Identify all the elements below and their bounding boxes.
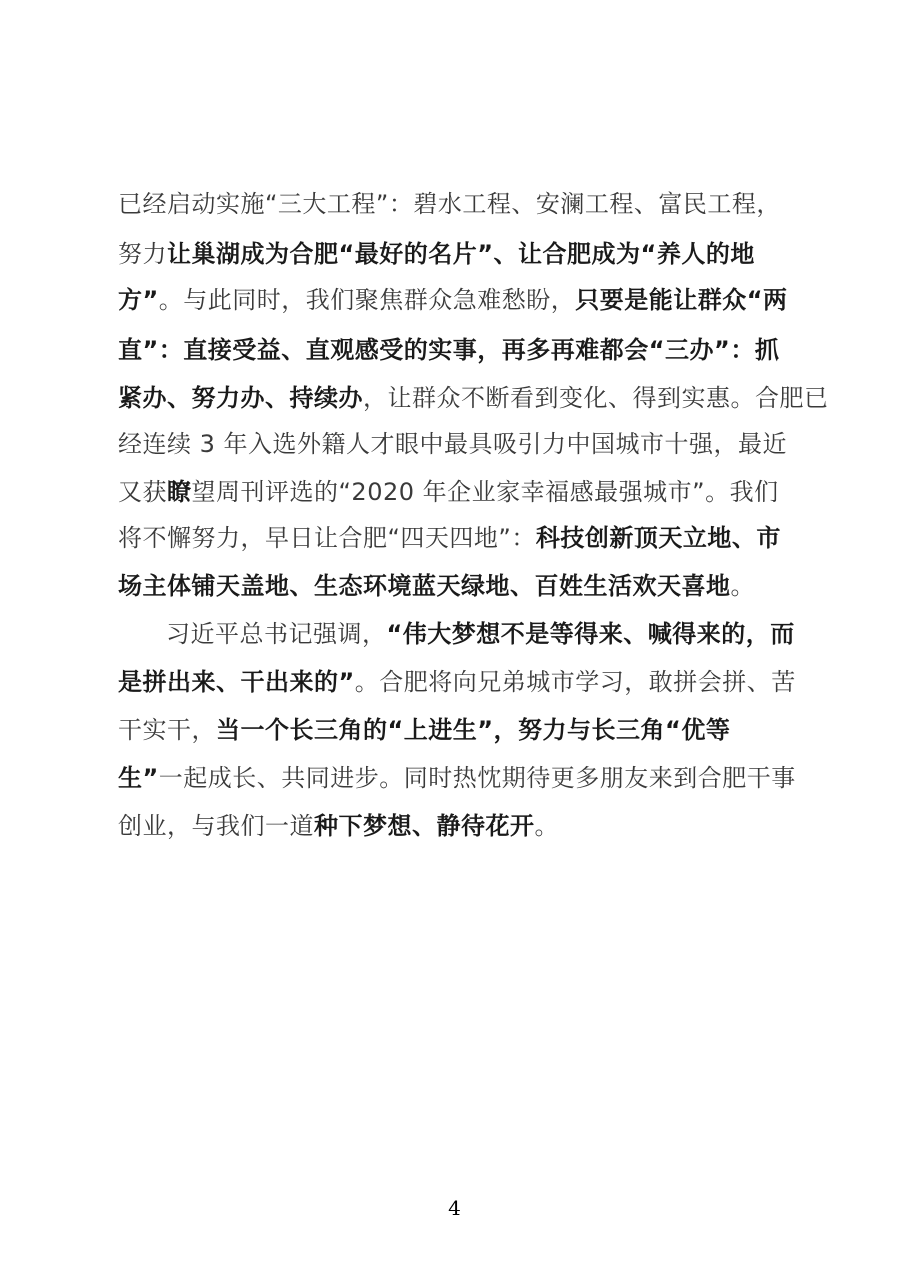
text-run: 。 xyxy=(730,572,755,600)
text-run: 。与此同时，我们聚焦群众急难愁盼， xyxy=(158,286,576,314)
text-line xyxy=(118,762,796,794)
text-line xyxy=(166,618,795,650)
text-run: 努力 xyxy=(118,240,167,268)
bold-text-run: 紧办、努力办、持续办 xyxy=(118,384,363,412)
text-line xyxy=(118,334,779,366)
bold-text-run: 科技创新顶天立地、市 xyxy=(535,524,781,552)
text-run: 已经启动实施“三大工程”：碧水工程、安澜工程、富民工程， xyxy=(118,190,781,218)
bold-text-run: 当一个长三角的“上进生”，努力与长三角“优等 xyxy=(216,716,731,744)
bold-text-run: 种下梦想、静待花开 xyxy=(314,812,535,840)
bold-text-run: 直”：直接受益、直观感受的实事，再多再难都会“三办”：抓 xyxy=(118,336,780,364)
bold-text-run: 场主体铺天盖地、生态环境蓝天绿地、百姓生活欢天喜地 xyxy=(118,572,731,600)
bold-text-run: 是拼出来、干出来的” xyxy=(118,668,355,696)
text-run: 望周刊评选的“2020 年企业家幸福感最强城市”。我们 xyxy=(191,478,779,506)
text-line xyxy=(118,188,781,220)
text-run: 。合肥将向兄弟城市学习，敢拼会拼、苦 xyxy=(354,668,796,696)
bold-text-run: 生” xyxy=(118,764,159,792)
text-run: 干实干， xyxy=(118,716,216,744)
text-line xyxy=(118,382,829,414)
text-line xyxy=(118,714,730,746)
text-line xyxy=(118,476,779,508)
page-number: 4 xyxy=(448,1196,461,1220)
bold-text-run: 瞭 xyxy=(167,478,192,506)
text-line xyxy=(118,238,755,270)
text-line xyxy=(118,666,796,698)
text-line xyxy=(118,284,788,316)
text-line xyxy=(118,810,559,842)
text-run: 经连续 3 年入选外籍人才眼中最具吸引力中国城市十强，最近 xyxy=(118,430,788,458)
text-line xyxy=(118,428,787,460)
text-run: ，让群众不断看到变化、得到实惠。合肥已 xyxy=(363,384,829,412)
bold-text-run: 只要是能让群众“两 xyxy=(575,286,788,314)
text-run: 又获 xyxy=(118,478,167,506)
text-run: 一起成长、共同进步。同时热忱期待更多朋友来到合肥干事 xyxy=(158,764,796,792)
text-run: 创业，与我们一道 xyxy=(118,812,314,840)
text-line xyxy=(118,522,781,554)
text-line xyxy=(118,570,755,602)
text-run: 。 xyxy=(534,812,559,840)
text-run: 习近平总书记强调， xyxy=(166,620,387,648)
bold-text-run: 让巢湖成为合肥“最好的名片”、让合肥成为“养人的地 xyxy=(167,240,755,268)
text-run: 将不懈努力，早日让合肥“四天四地”： xyxy=(118,524,536,552)
bold-text-run: “伟大梦想不是等得来、喊得来的，而 xyxy=(386,620,795,648)
bold-text-run: 方” xyxy=(118,286,159,314)
